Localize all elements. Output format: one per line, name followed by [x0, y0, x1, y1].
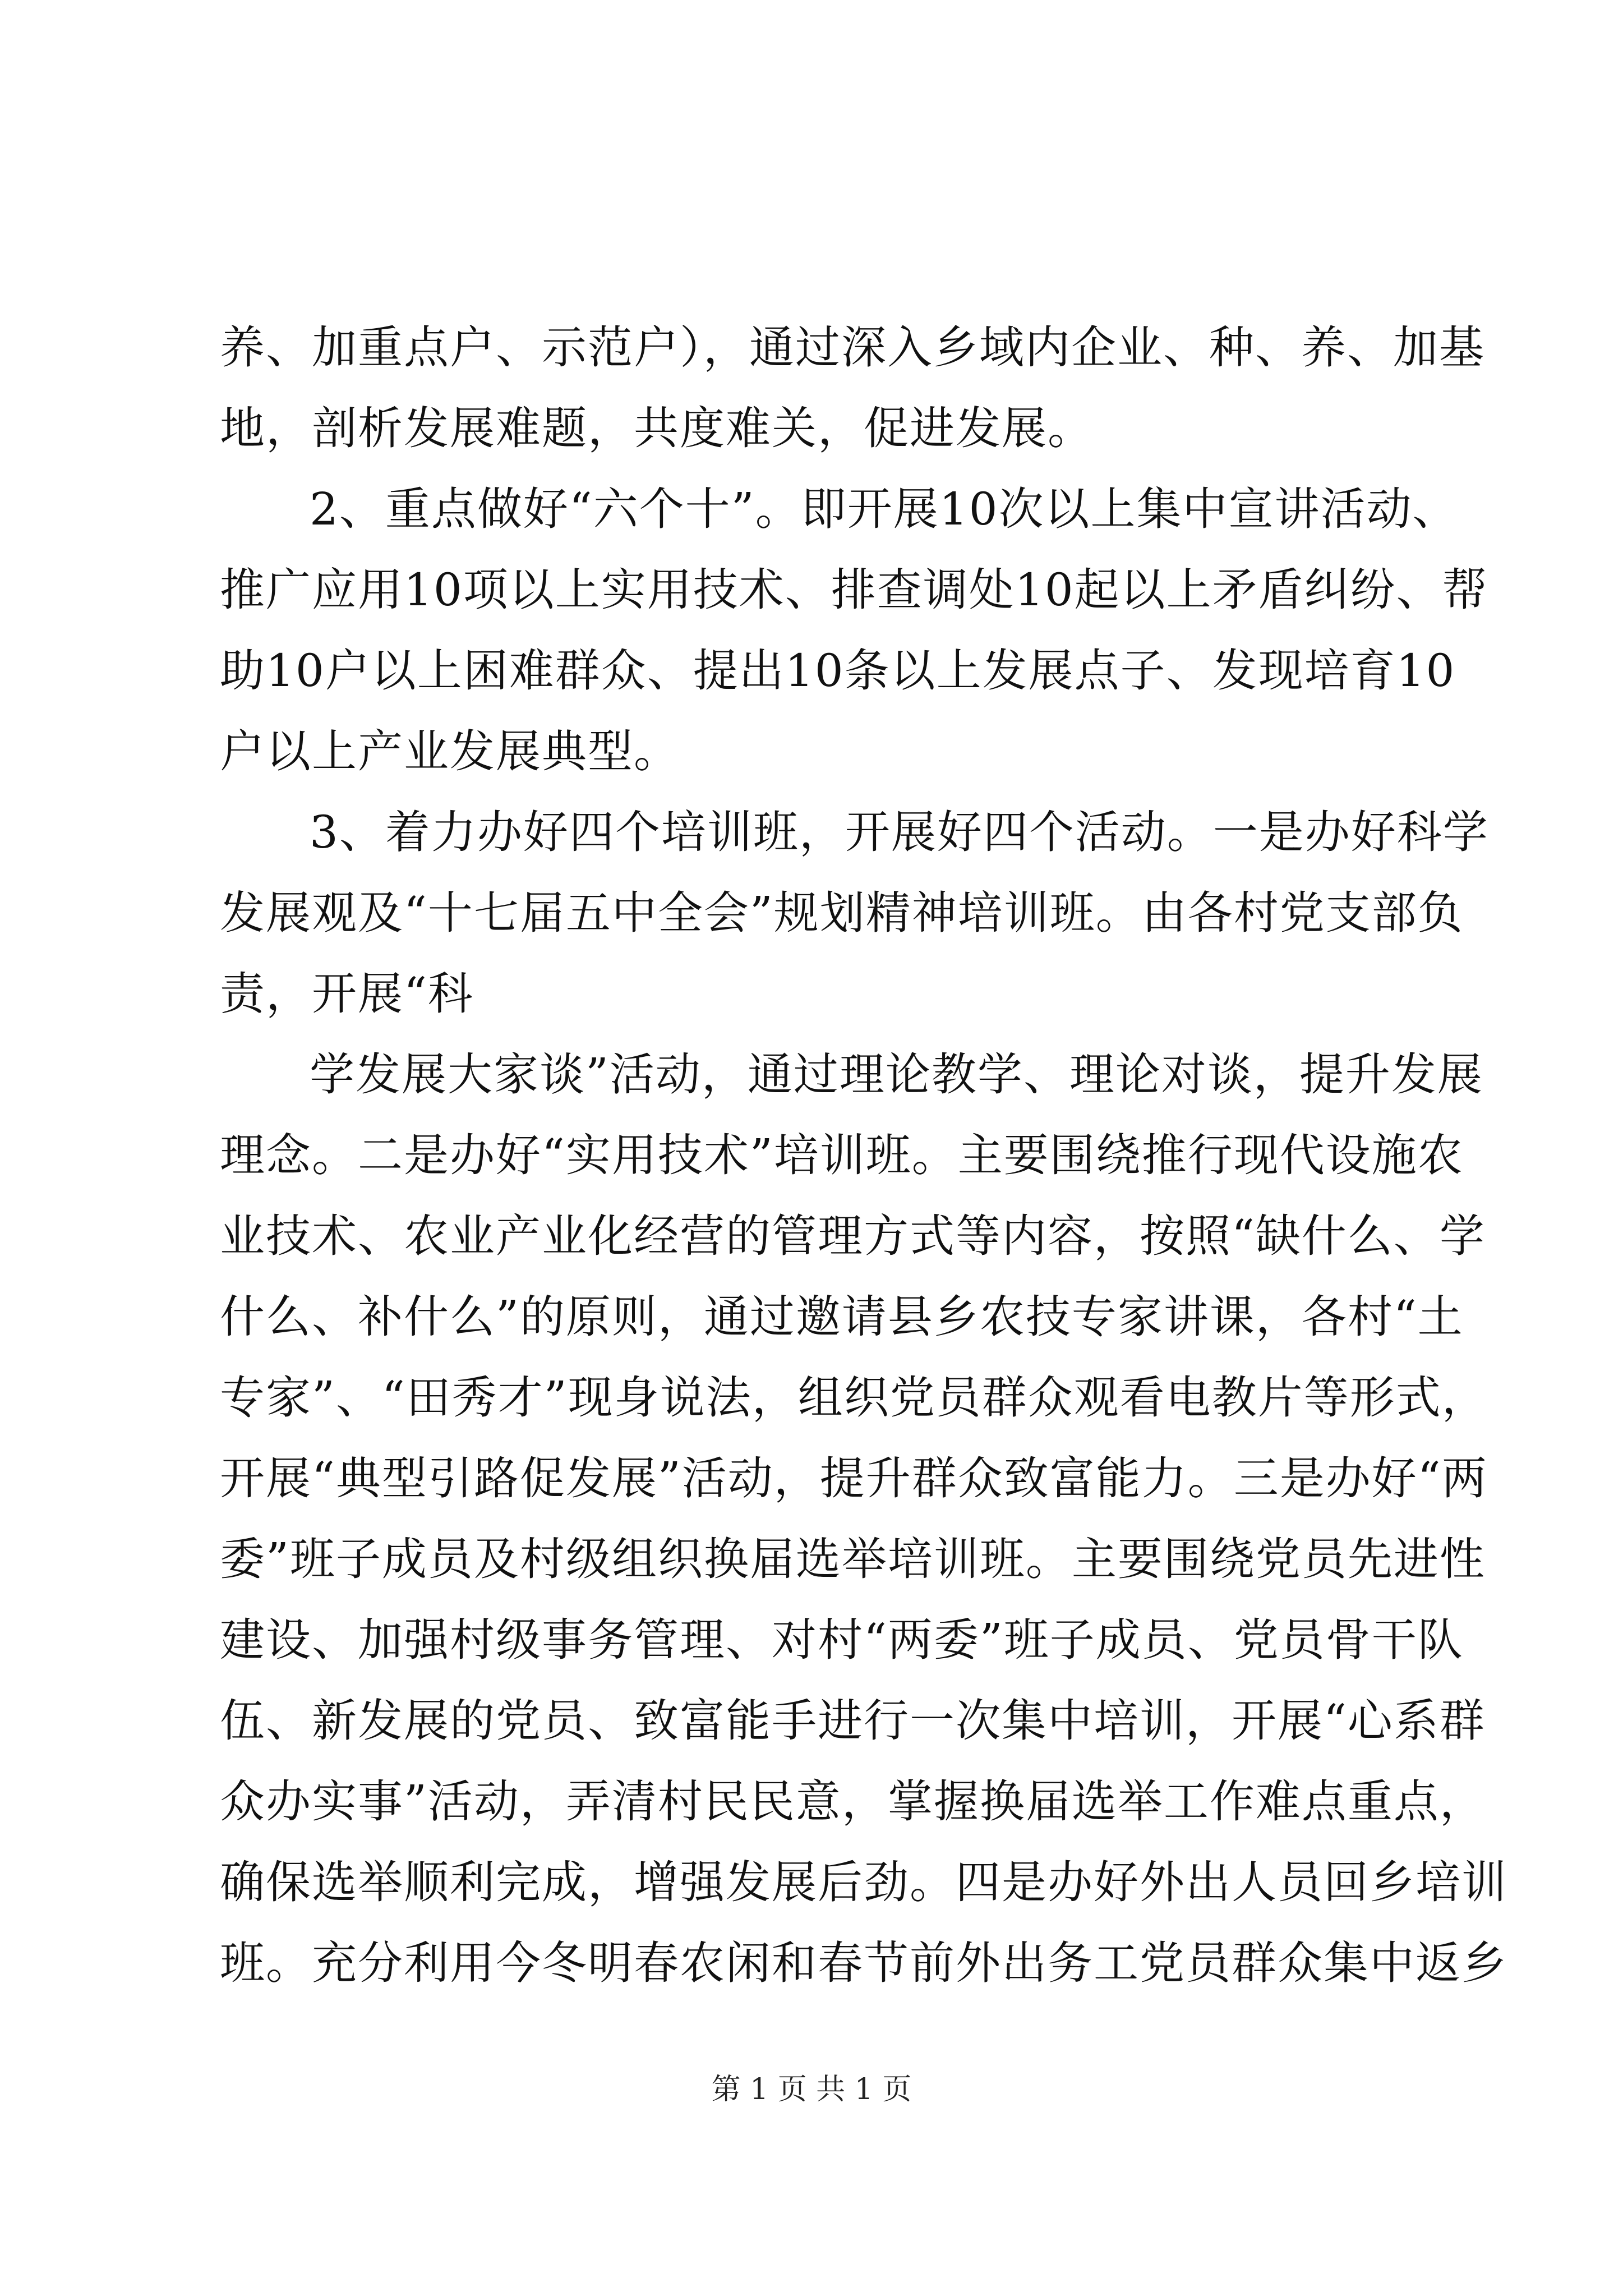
text-line: 养、加重点户、示范户），通过深入乡域内企业、种、养、加基 — [220, 321, 1485, 374]
text-line: 责，开展“科 — [220, 968, 474, 1020]
text-line: 建设、加强村级事务管理、对村“两委”班子成员、党员骨干队 — [220, 1614, 1464, 1666]
text-line: 业技术、农业产业化经营的管理方式等内容，按照“缺什么、学 — [220, 1210, 1486, 1262]
text-line: 专家”、“田秀才”现身说法，组织党员群众观看电教片等形式， — [220, 1372, 1488, 1424]
paragraph-4 — [220, 1034, 1507, 2004]
text-line: 理念。二是办好“实用技术”培训班。主要围绕推行现代设施农 — [220, 1129, 1464, 1181]
text-line: 开展“典型引路促发展”活动，提升群众致富能力。三是办好“两 — [220, 1452, 1488, 1504]
text-line: 学发展大家谈”活动，通过理论教学、理论对谈，提升发展 — [310, 1048, 1483, 1101]
page-number-label: 第 1 页 共 1 页 — [711, 2073, 912, 2106]
text-line: 推广应用10项以上实用技术、排查调处10起以上矛盾纠纷、帮 — [220, 564, 1488, 616]
text-line: 委”班子成员及村级组织换届选举培训班。主要围绕党员先进性 — [220, 1533, 1486, 1585]
text-line: 助10户以上困难群众、提出10条以上发展点子、发现培育10 — [220, 645, 1456, 697]
text-line: 2、重点做好“六个十”。即开展10次以上集中宣讲活动、 — [310, 483, 1459, 535]
text-line: 众办实事”活动，弄清村民民意，掌握换届选举工作难点重点， — [220, 1775, 1486, 1828]
text-line: 户以上产业发展典型。 — [220, 725, 680, 777]
document-body — [220, 307, 1507, 2004]
text-line: 班。充分利用今冬明春农闲和春节前外出务工党员群众集中返乡 — [220, 1937, 1507, 1989]
text-line: 什么、补什么”的原则，通过邀请县乡农技专家讲课，各村“土 — [220, 1291, 1464, 1343]
text-line: 3、着力办好四个培训班，开展好四个活动。一是办好科学 — [310, 806, 1489, 858]
paragraph-3 — [220, 792, 1489, 1034]
text-line: 发展观及“十七届五中全会”规划精神培训班。由各村党支部负 — [220, 887, 1464, 939]
text-line: 地，剖析发展难题，共度难关，促进发展。 — [220, 402, 1094, 454]
paragraph-2 — [220, 469, 1488, 792]
paragraph-1 — [220, 307, 1485, 469]
page-footer — [0, 2070, 1623, 2109]
text-line: 伍、新发展的党员、致富能手进行一次集中培训，开展“心系群 — [220, 1695, 1486, 1747]
text-line: 确保选举顺利完成，增强发展后劲。四是办好外出人员回乡培训 — [220, 1856, 1507, 1908]
